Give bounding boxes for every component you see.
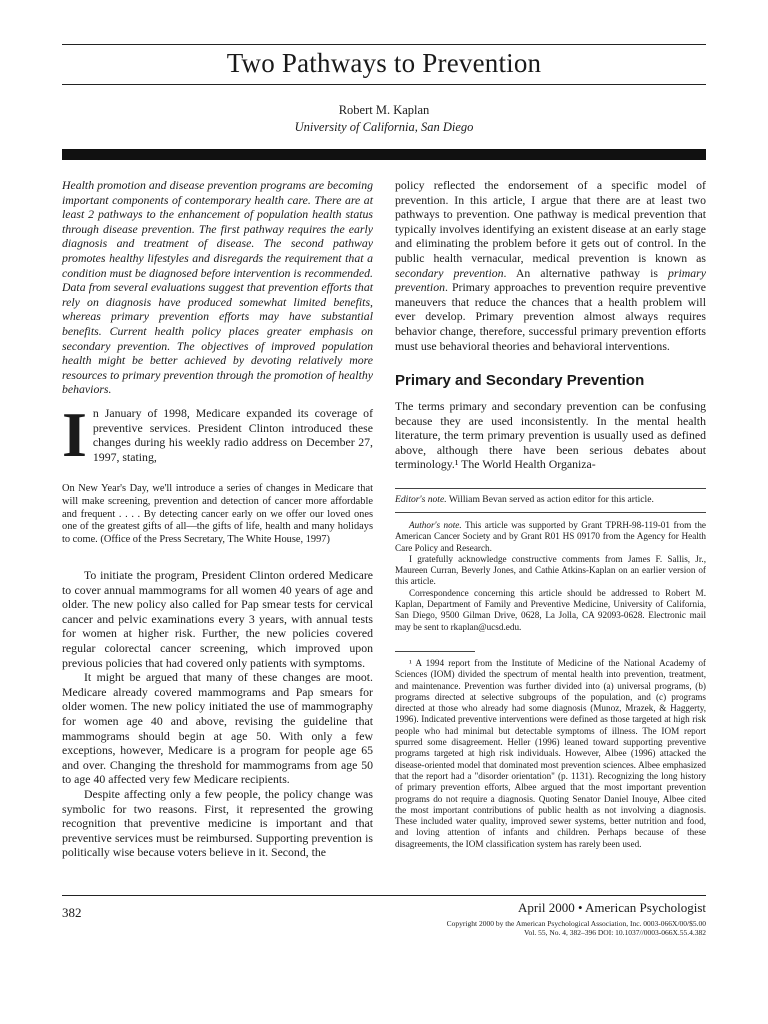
editors-note-label: Editor's note.	[395, 494, 447, 505]
copyright	[447, 919, 706, 937]
top-rule	[62, 44, 706, 45]
author-name: Robert M. Kaplan	[338, 103, 430, 117]
text-run: . Primary approaches to prevention require preventive maneuvers that reduce the chances that a health problem will ever develop. Primary prevention almost always requires behavior change, therefore, successful primary prevention efforts must use behavioral theories and behavioral interventions.	[395, 280, 706, 353]
footnote-separator	[395, 651, 475, 652]
block-quote: On New Year's Day, we'll introduce a series of changes in Medicare that will make screening, prevention and detection of cancer more affordable and frequent . . . . By detecting cancer early on we offer our loved ones one of the greatest gifts of all—the gifts of life, health and many holidays to come. (Office of the Press Secretary, The White House, 1997)	[62, 483, 373, 546]
authors-note-p1: Author's note. This article was supported by Grant TPRH-98-119-01 from the American Cancer Society and by Grant R01 HS 09170 from the Agency for Health Care Policy and Research.	[395, 520, 706, 553]
drop-cap: I	[62, 399, 87, 470]
journal-info: April 2000 • American Psychologist	[518, 900, 706, 915]
text-run: . An alternative pathway is	[503, 265, 668, 280]
authors-note-p2: I gratefully acknowledge constructive comments from James F. Sallis, Jr., Maureen Curran, Beverly Jones, and Cathie Atkins-Kaplan on an earlier version of this article.	[395, 553, 706, 587]
note-separator	[395, 512, 706, 513]
authors-note-label: Author's note.	[409, 520, 462, 530]
copyright-line: Copyright 2000 by the American Psychological Association, Inc. 0003-066X/00/$5.00	[446, 919, 706, 928]
term-primary-prevention: primary prevention	[395, 265, 706, 295]
paragraph: To initiate the program, President Clinton ordered Medicare to cover annual mammograms for all women 40 years of age and older. The new policy also called for Pap smear tests for cervical cancer and pelvic examinations every 3 years, with annual tests for women at higher risk. Further, the new policies covered regular colorectal cancer screening, which improved upon previous policies that had covered only patients with symptoms.	[62, 568, 373, 670]
left-body	[62, 568, 373, 860]
title-rule	[62, 84, 706, 85]
text-run: policy reflected the endorsement of a specific model of prevention. In this article, I argue that there are at least two pathways to prevention. One pathway is medical prevention that typically involves identifying an existent disease at an early stage and eliminating the problem before it gets out of control. In the public health vernacular, medical prevention is known as	[395, 178, 706, 265]
doi-line: Vol. 55, No. 4, 382–396 DOI: 10.1037//0003-066X.55.4.382	[524, 928, 706, 937]
article-title: Two Pathways to Prevention	[226, 48, 542, 78]
opening-text: n January of 1998, Medicare expanded its coverage of preventive services. President Clinton introduced these changes during his weekly radio address on December 27, 1997, stating,	[92, 406, 373, 464]
author-affiliation: University of California, San Diego	[294, 120, 474, 134]
footnote: ¹ A 1994 report from the Institute of Medicine of the National Academy of Sciences (IOM) divided the spectrum of mental health into prevention, treatment, and maintenance. Prevention was further divided into (a) universal programs, (b) programs directed at selective subgroups of the population, and (c) programs directed at those who already had some diagnosis (Munoz, Mrazek, & Haggerty, 1996). Indicated preventive interventions were defined as those targeted at high risk people who had minimal but detectable symptoms of illness. The IOM report spurred some disagreement. Heller (1996) leaned toward supporting preventive programs targeted at high risk individuals. However, Albee (1996) attacked the disease-oriented model that dominated most prevention sciences. Albee emphasized that the report had a "disorder orientation" (p. 1131). Recognizing the long history of primary prevention efforts, Albee argued that the most important prevention programs do not require a diagnosis. Quoting Senator Daniel Inouye, Albee cited the most important contributions of public health as not involving a diagnosis. These included water quality, improved sewer systems, better nutrition and food, and loving attention of infants and children. Perhaps because of these disagreements, the IOM classification system has rarely been used.	[395, 658, 706, 849]
page-number: 382	[62, 905, 82, 920]
term-secondary-prevention: secondary prevention	[395, 265, 504, 280]
note-separator	[395, 488, 706, 489]
editors-note	[395, 494, 706, 506]
header-bar	[62, 149, 706, 160]
opening-paragraph	[62, 399, 373, 470]
section-body: The terms primary and secondary prevention can be confusing because they are used inconsistently. In the mental health literature, the term primary prevention is usually used as defined above, although there have been serious debates about terminology.¹ The World Health Organiza-	[395, 399, 706, 472]
authors-note-p3: Correspondence concerning this article should be addressed to Robert M. Kaplan, Department of Family and Preventive Medicine, University of California, San Diego, 9500 Gilman Drive, 0628, La Jolla, CA 92093-0628. Electronic mail may be sent to rkaplan@ucsd.edu.	[395, 587, 706, 632]
editors-note-text: William Bevan served as action editor for this article.	[446, 494, 654, 505]
footer-rule	[62, 895, 706, 896]
paragraph: It might be argued that many of these changes are moot. Medicare already covered mammograms and Pap smears for older women. The new policy initiated the use of mammography for women age 40 and above, revising the guideline that mammograms should begin at age 50. With only a few exceptions, however, Medicare is a program for people age 65 and over. Changing the threshold for mammograms from age 50 to age 40 affected very few Medicare recipients.	[62, 670, 373, 787]
authors-note	[395, 520, 706, 633]
abstract: Health promotion and disease prevention programs are becoming important components of contemporary health care. There are at least 2 pathways to the enhancement of population health status through disease prevention. The first pathway requires the early diagnosis and treatment of disease. The second pathway promotes healthy lifestyles and disregards the requirement that a condition must be diagnosed before intervention is recommended. Data from several evaluations suggest that prevention efforts that rely on diagnosis have produced somewhat limited benefits, whereas primary prevention efforts may have substantial benefits. Current health policy places greater emphasis on secondary prevention. The objectives of improved population health might be better achieved by devoting relatively more resources to primary prevention through the promotion of healthy behaviors.	[62, 178, 373, 397]
paragraph: Despite affecting only a few people, the policy change was symbolic for two reasons. First, it represented the growing recognition that preventive medicine is important and that preventive services must be reimbursed. Supporting prevention is politically wise because voters believe in it. Second, the	[62, 786, 373, 860]
right-intro-paragraph	[395, 178, 706, 353]
section-heading: Primary and Secondary Prevention	[395, 372, 645, 389]
